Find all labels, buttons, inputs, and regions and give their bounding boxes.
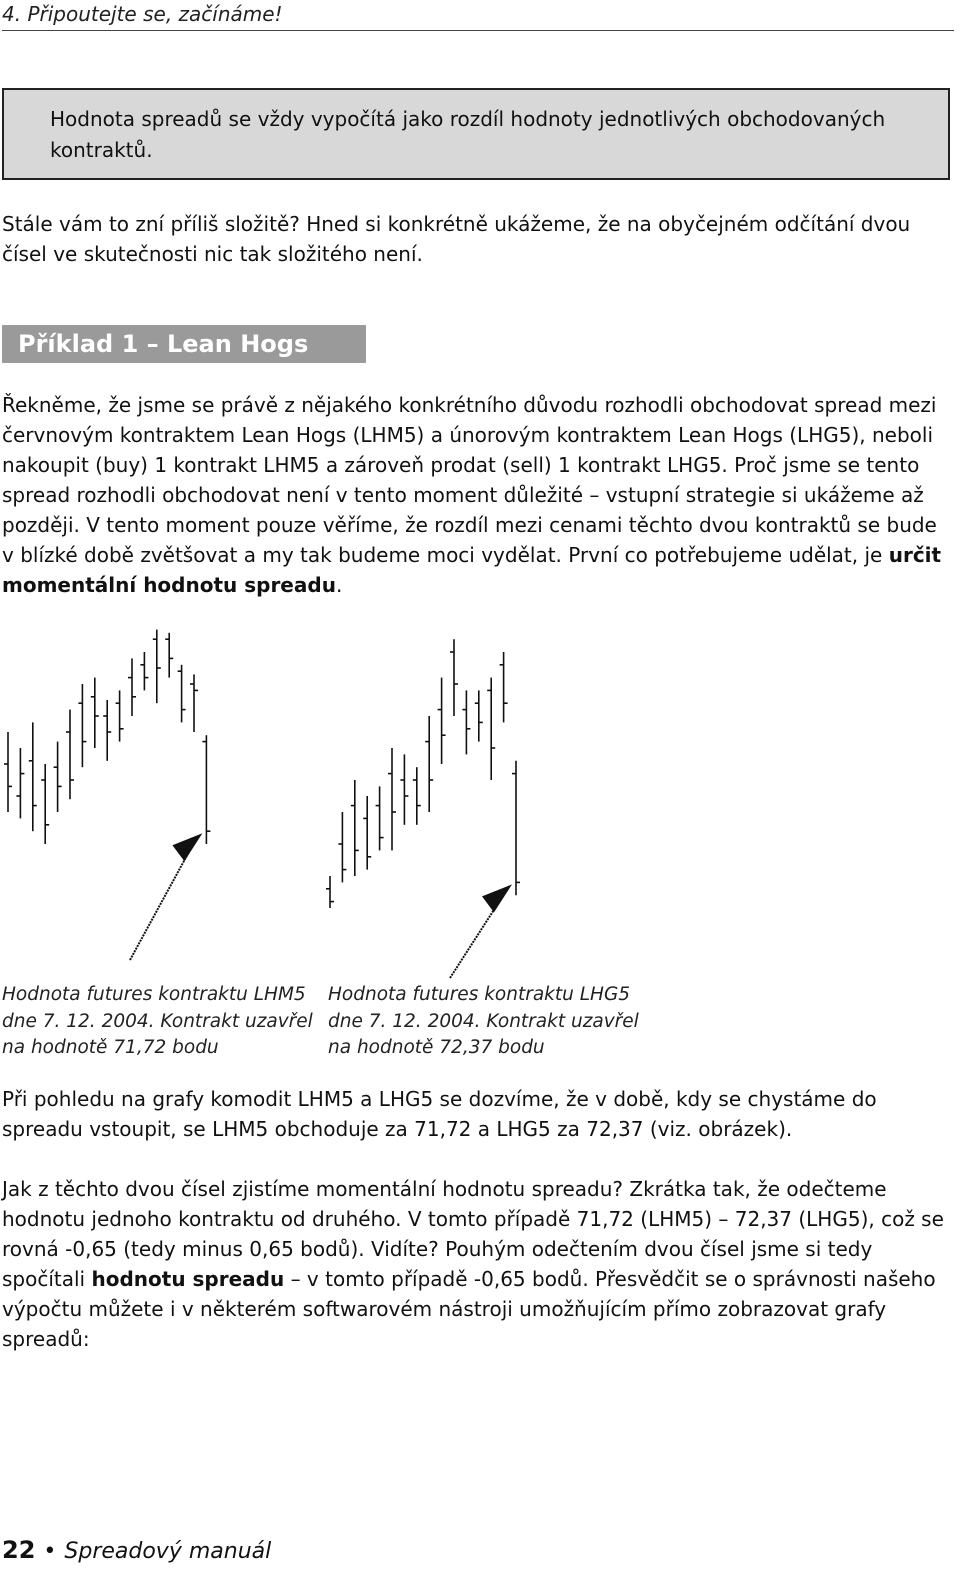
chapter-header: 4. Připoutejte se, začínáme! bbox=[2, 2, 954, 31]
intro-paragraph: Stále vám to zní příliš složitě? Hned si konkrétně ukážeme, že na obyčejném odčítání dvou čísel ve skutečnosti nic tak složitého není. bbox=[2, 212, 911, 266]
arrow-shaft bbox=[450, 900, 500, 978]
caption-line: dne 7. 12. 2004. Kontrakt uzavřel bbox=[2, 1010, 313, 1032]
caption-line: dne 7. 12. 2004. Kontrakt uzavřel bbox=[328, 1010, 639, 1032]
page-number: 22 bbox=[2, 1536, 36, 1564]
calc-emphasis: hodnotu spreadu bbox=[91, 1267, 285, 1291]
page-footer bbox=[2, 1532, 271, 1568]
lhg5-bar-chart bbox=[322, 610, 632, 980]
example-title: Příklad 1 – Lean Hogs bbox=[2, 325, 366, 363]
ohlc-bar bbox=[41, 764, 49, 844]
ohlc-bar bbox=[202, 735, 210, 844]
ohlc-bar bbox=[29, 722, 37, 831]
chart-reading-paragraph: Při pohledu na grafy komodit LHM5 a LHG5 se dozvíme, že v době, kdy se chystáme do spreadu vstoupit, se LHM5 obchoduje za 71,72 a LHG5 za 72,37 (viz. obrázek). bbox=[2, 1087, 877, 1141]
ohlc-bar bbox=[103, 700, 111, 761]
calc-text: Jak z těchto dvou čísel zjistíme momentální hodnotu spreadu? Zkrátka tak, že odečteme hodnotu jednoho kontraktu od druhého. V tomto případě 71,72 (LHM5) – 72,37 (LHG5), což se rovná -0,65 (tedy minus 0,65 bodů). Vidíte? Pouhým odečtením dvou čísel jsme si tedy spočítali bbox=[2, 1177, 944, 1291]
lhm5-caption bbox=[2, 982, 322, 1062]
ohlc-bar bbox=[91, 678, 99, 748]
ohlc-bar bbox=[487, 678, 495, 780]
arrow-head-icon bbox=[172, 833, 202, 861]
ohlc-bar bbox=[475, 690, 483, 741]
ohlc-bar bbox=[66, 710, 74, 800]
ohlc-bar bbox=[78, 684, 86, 767]
ohlc-bar bbox=[500, 652, 508, 722]
ohlc-bar bbox=[128, 658, 136, 716]
ohlc-bar bbox=[116, 690, 124, 741]
example-text-end: . bbox=[335, 573, 343, 597]
ohlc-bar bbox=[450, 639, 458, 716]
ohlc-bar bbox=[388, 748, 396, 850]
ohlc-bar bbox=[338, 812, 346, 882]
lhg5-caption bbox=[328, 982, 648, 1062]
ohlc-bar bbox=[16, 748, 24, 818]
example-emphasis: určit momentální hodnotu spreadu bbox=[2, 543, 942, 597]
ohlc-bar bbox=[178, 665, 186, 723]
ohlc-bar bbox=[376, 786, 384, 850]
ohlc-bar bbox=[190, 674, 198, 732]
ohlc-bar bbox=[462, 690, 470, 754]
ohlc-bar bbox=[326, 876, 334, 908]
ohlc-bar bbox=[438, 678, 446, 764]
calculation-paragraph bbox=[2, 1174, 952, 1354]
ohlc-bar bbox=[140, 652, 148, 690]
caption-line: Hodnota futures kontraktu LHG5 bbox=[328, 984, 631, 1005]
footer-bullet: • bbox=[43, 1539, 57, 1564]
arrow-head-icon bbox=[482, 884, 512, 912]
ohlc-bar bbox=[4, 732, 12, 812]
ohlc-bar bbox=[425, 716, 433, 812]
example-paragraph bbox=[2, 390, 952, 600]
ohlc-bar bbox=[54, 742, 62, 812]
caption-line: na hodnotě 71,72 bodu bbox=[2, 1037, 219, 1058]
ohlc-bar bbox=[351, 780, 359, 876]
definition-callout bbox=[2, 88, 950, 180]
book-title: Spreadový manuál bbox=[64, 1539, 272, 1564]
ohlc-bar bbox=[400, 754, 408, 824]
callout-text: Hodnota spreadů se vždy vypočítá jako rozdíl hodnoty jednotlivých obchodovaných kontraktů. bbox=[50, 107, 886, 162]
ohlc-bar bbox=[153, 630, 161, 704]
arrow-shaft bbox=[130, 849, 190, 960]
ohlc-bar bbox=[363, 796, 371, 870]
ohlc-bar bbox=[165, 633, 173, 678]
lhm5-bar-chart bbox=[0, 610, 310, 980]
caption-line: Hodnota futures kontraktu LHM5 bbox=[2, 984, 306, 1005]
ohlc-bar bbox=[413, 767, 421, 825]
calc-text-end: – v tomto případě -0,65 bodů. Přesvědčit se o správnosti našeho výpočtu můžete i v některém softwarovém nástroji umožňujícím přímo zobrazovat grafy spreadů: bbox=[2, 1267, 936, 1351]
example-text: Řekněme, že jsme se právě z nějakého konkrétního důvodu rozhodli obchodovat spread mezi červnovým kontraktem Lean Hogs (LHM5) a únorovým kontraktem Lean Hogs (LHG5), neboli nakoupit (buy) 1 kontrakt LHM5 a zároveň prodat (sell) 1 kontrakt LHG5. Proč jsme se tento spread rozhodli obchodovat není v tento moment důležité – vstupní strategie si ukážeme až později. V tento moment pouze věříme, že rozdíl mezi cenami těchto dvou kontraktů se bude v blízké době zvětšovat a my tak budeme moci vydělat. První co potřebujeme udělat, je bbox=[2, 393, 937, 567]
caption-line: na hodnotě 72,37 bodu bbox=[328, 1037, 545, 1058]
ohlc-bar bbox=[512, 761, 520, 895]
